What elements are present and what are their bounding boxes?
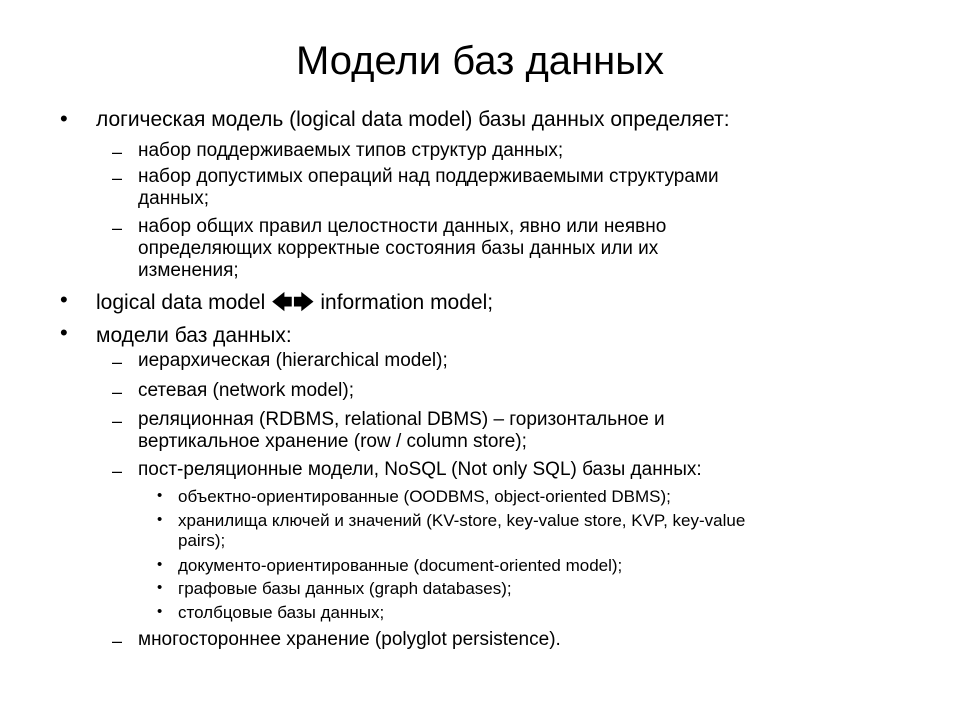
list-item-relational: реляционная (RDBMS, relational DBMS) – горизонтальное и (138, 409, 665, 430)
sub-bullet-marker: • (157, 556, 163, 573)
dash-marker: – (112, 142, 123, 162)
bullet-marker: • (60, 287, 68, 312)
dash-marker: – (112, 461, 123, 481)
list-item-columnar: столбцовые базы данных; (178, 603, 385, 622)
model-mapping-right-text: information model; (314, 291, 494, 314)
list-item-document-oriented: документо-ориентированные (document-oriented model); (178, 556, 623, 575)
list-item-database-models: модели баз данных: (96, 324, 292, 347)
sub-bullet-marker: • (157, 487, 163, 504)
list-item-structure-types: набор поддерживаемых типов структур данных; (138, 140, 564, 161)
list-item-network: сетевая (network model); (138, 380, 354, 401)
list-item-polyglot: многостороннее хранение (polyglot persistence). (138, 629, 561, 650)
sub-bullet-marker: • (157, 603, 163, 620)
list-item-post-relational: пост-реляционные модели, NoSQL (Not only SQL) базы данных: (138, 459, 702, 480)
dash-marker: – (112, 352, 123, 372)
list-item-logical-model: логическая модель (logical data model) базы данных определяет: (96, 108, 730, 131)
sub-bullet-marker: • (157, 511, 163, 528)
slide-title: Модели баз данных (296, 39, 664, 83)
list-item-operations: набор допустимых операций над поддерживаемыми структурами (138, 166, 719, 187)
list-item-integrity-rules: набор общих правил целостности данных, явно или неявно (138, 216, 667, 237)
arrow-right-icon: 🡆 (292, 290, 315, 314)
list-item-operations-cont: данных; (138, 188, 210, 209)
list-item-model-mapping (96, 290, 493, 315)
dash-marker: – (112, 168, 123, 188)
list-item-hierarchical: иерархическая (hierarchical model); (138, 350, 448, 371)
list-item-object-oriented: объектно-ориентированные (OODBMS, object-oriented DBMS); (178, 487, 671, 506)
list-item-kv-store: хранилища ключей и значений (KV-store, key-value store, KVP, key-value (178, 511, 746, 530)
bullet-marker: • (60, 320, 68, 345)
sub-bullet-marker: • (157, 579, 163, 596)
list-item-integrity-rules-cont2: изменения; (138, 260, 239, 281)
dash-marker: – (112, 218, 123, 238)
model-mapping-left-text: logical data model (96, 291, 272, 314)
arrow-left-icon: 🡄 (271, 290, 293, 314)
list-item-integrity-rules-cont1: определяющих корректные состояния базы данных или их (138, 238, 659, 259)
dash-marker: – (112, 631, 123, 651)
dash-marker: – (112, 382, 123, 402)
dash-marker: – (112, 411, 123, 431)
list-item-graph-databases: графовые базы данных (graph databases); (178, 579, 512, 598)
bullet-marker: • (60, 106, 68, 131)
list-item-kv-store-cont: pairs); (178, 531, 226, 550)
list-item-relational-cont: вертикальное хранение (row / column store); (138, 431, 527, 452)
